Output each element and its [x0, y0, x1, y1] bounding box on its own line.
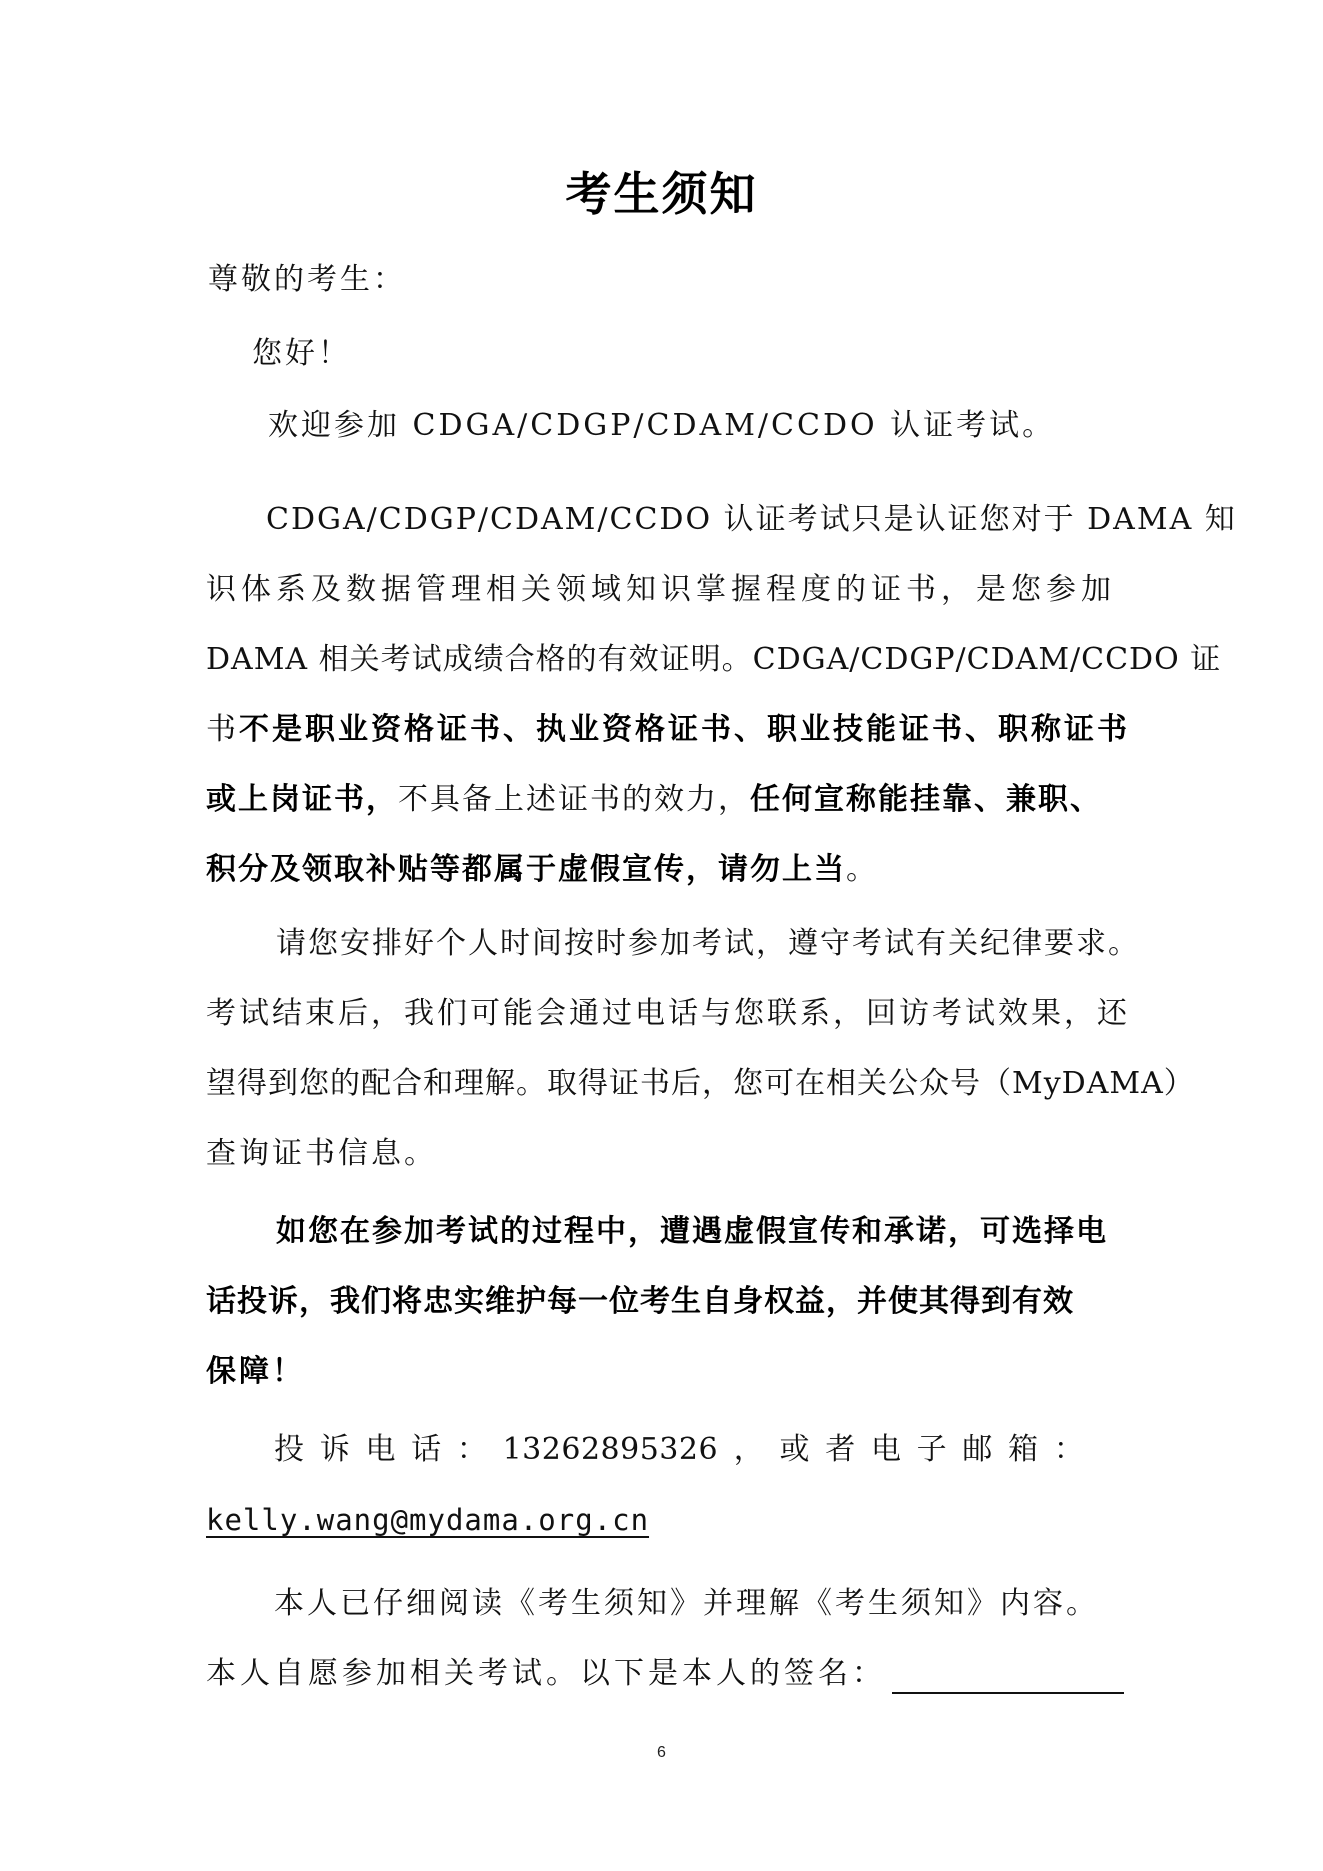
paragraph-4-line-3: 保障！ [206, 1354, 305, 1389]
paragraph-3-line-3: 望得到您的配合和理解。取得证书后，您可在相关公众号（MyDAMA） [206, 1066, 1195, 1101]
contact-char: 者 [825, 1432, 856, 1467]
paragraph-4-line-1: 如您在参加考试的过程中，遭遇虚假宣传和承诺，可选择电 [276, 1214, 1108, 1249]
contact-char: ， [733, 1432, 764, 1467]
signature-line[interactable] [892, 1662, 1124, 1694]
contact-char: 箱 [1008, 1432, 1039, 1467]
contact-char: 或 [779, 1432, 810, 1467]
page-number: 6 [657, 1744, 666, 1761]
paragraph-2-line-3: DAMA 相关考试成绩合格的有效证明。CDGA/CDGP/CDAM/CCDO 证 [206, 642, 1222, 677]
contact-line [274, 1430, 1084, 1470]
paragraph-2-line-1: CDGA/CDGP/CDAM/CCDO 认证考试只是认证您对于 DAMA 知 [266, 502, 1237, 537]
paragraph-2-line-6-bold: 积分及领取补贴等都属于虚假宣传，请勿上当 [206, 852, 846, 887]
paragraph-6-line-2 [206, 1654, 1124, 1694]
paragraph-2-line-4-bold: 不是职业资格证书、执业资格证书、职业技能证书、职称证书 [239, 712, 1130, 747]
paragraph-6-line-1: 本人已仔细阅读《考生须知》并理解《考生须知》内容。 [274, 1586, 1099, 1621]
paragraph-2-line-5-bold-b: 任何宣称能挂靠、兼职、 [750, 782, 1102, 817]
paragraph-2-line-2: 识体系及数据管理相关领域知识掌握程度的证书，是您参加 [206, 572, 1116, 607]
salutation: 尊敬的考生： [208, 262, 406, 297]
paragraph-2-line-6 [206, 850, 878, 890]
paragraph-2-line-4 [206, 710, 1130, 750]
contact-char: ： [456, 1432, 487, 1467]
paragraph-2-line-6-end: 。 [846, 852, 878, 887]
paragraph-2-line-4-normal: 书 [206, 712, 239, 747]
paragraph-2-line-5-bold-a: 或上岗证书， [206, 782, 398, 817]
contact-char: 诉 [319, 1432, 350, 1467]
page-title: 考生须知 [565, 167, 758, 221]
paragraph-4-line-2: 话投诉，我们将忠实维护每一位考生自身权益，并使其得到有效 [206, 1284, 1074, 1319]
paragraph-2-line-5 [206, 780, 1102, 820]
paragraph-2-line-5-normal: 不具备上述证书的效力， [398, 782, 750, 817]
contact-char: 话 [411, 1432, 442, 1467]
paragraph-3-line-4: 查询证书信息。 [206, 1136, 437, 1171]
contact-char: ： [1053, 1432, 1084, 1467]
paragraph-3-line-2: 考试结束后，我们可能会通过电话与您联系，回访考试效果，还 [206, 996, 1130, 1031]
signature-prompt: 本人自愿参加相关考试。以下是本人的签名： [206, 1656, 886, 1691]
contact-char: 邮 [962, 1432, 993, 1467]
contact-char: 电 [365, 1432, 396, 1467]
paragraph-3-line-1: 请您安排好个人时间按时参加考试，遵守考试有关纪律要求。 [276, 926, 1140, 961]
complaint-email-link[interactable]: kelly.wang@mydama.org.cn [206, 1503, 650, 1537]
contact-char: 电 [870, 1432, 901, 1467]
greeting: 您好！ [252, 336, 351, 371]
complaint-phone: 13262895326 [502, 1432, 719, 1467]
contact-char: 投 [274, 1432, 304, 1467]
contact-char: 子 [916, 1432, 947, 1467]
welcome-paragraph: 欢迎参加 CDGA/CDGP/CDAM/CCDO 认证考试。 [268, 408, 1056, 443]
